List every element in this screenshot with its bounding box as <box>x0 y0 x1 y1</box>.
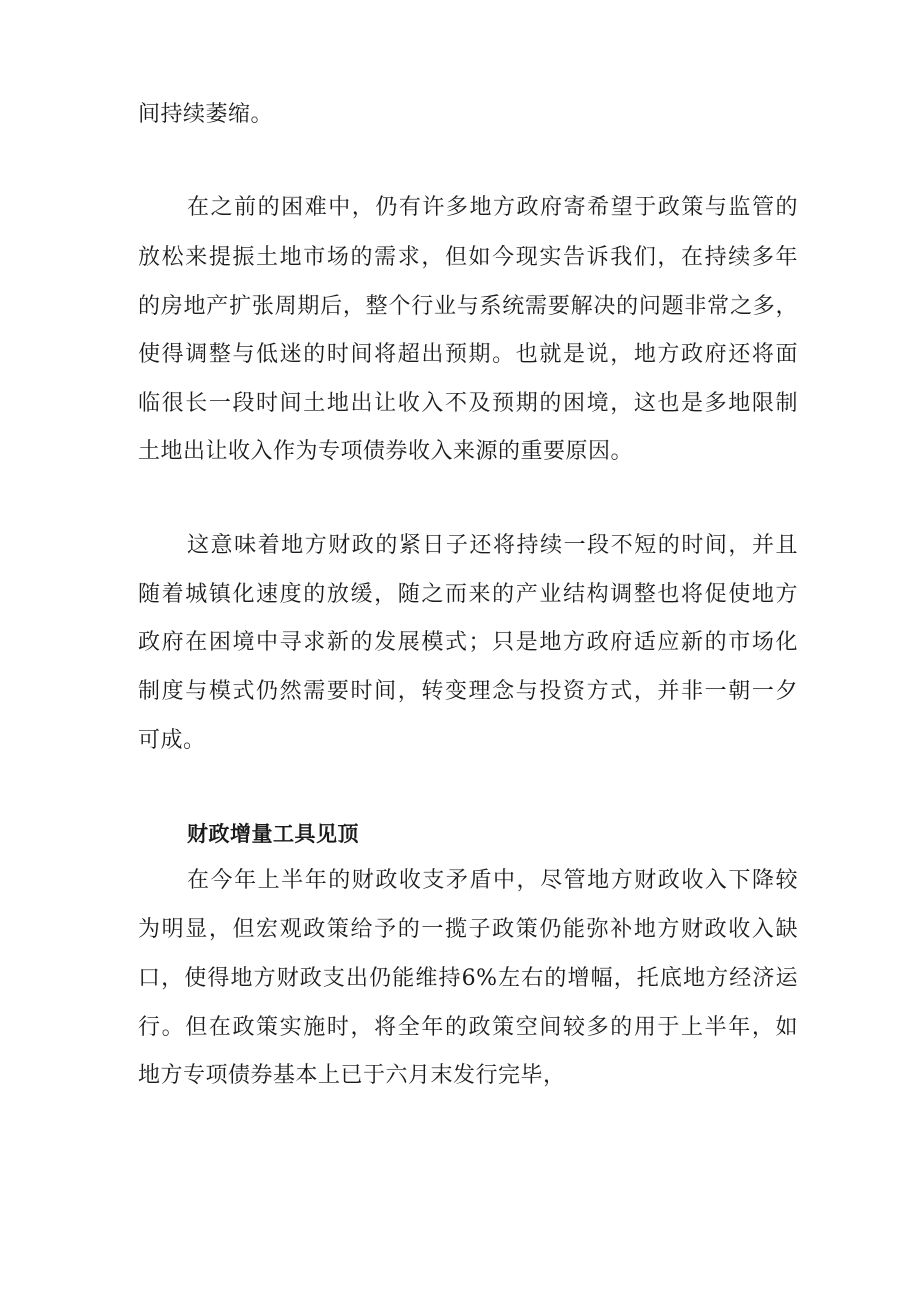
paragraph-3-line-1: 这意味着地方财政的紧日子还将持续一段不短的时间，并且 <box>187 533 798 558</box>
paragraph-4-line-2: 为明显，但宏观政策给予的一揽子政策仍能弥补地方财政收入缺 <box>138 917 798 942</box>
paragraph-3-line-5: 可成。 <box>138 728 206 753</box>
paragraph-2-line-5: 临很长一段时间土地出让收入不及预期的困境，这也是多地限制 <box>138 391 798 416</box>
paragraph-2-line-2: 放松来提振土地市场的需求，但如今现实告诉我们，在持续多年 <box>138 245 798 270</box>
paragraph-2-line-4: 使得调整与低迷的时间将超出预期。也就是说，地方政府还将面 <box>138 342 798 367</box>
paragraph-2-line-3: 的房地产扩张周期后，整个行业与系统需要解决的问题非常之多， <box>138 294 798 319</box>
paragraph-4-line-3: 口，使得地方财政支出仍能维持6%左右的增幅，托底地方经济运 <box>138 966 798 991</box>
paragraph-1-line-1: 间持续萎缩。 <box>138 102 274 127</box>
paragraph-4-line-5: 地方专项债券基本上已于六月末发行完毕， <box>138 1063 566 1088</box>
paragraph-4-line-1: 在今年上半年的财政收支矛盾中，尽管地方财政收入下降较 <box>187 868 798 893</box>
paragraph-2-line-1: 在之前的困难中，仍有许多地方政府寄希望于政策与监管的 <box>187 195 798 220</box>
paragraph-3-line-2: 随着城镇化速度的放缓，随之而来的产业结构调整也将促使地方 <box>138 582 798 607</box>
paragraph-2-line-6: 土地出让收入作为专项债券收入来源的重要原因。 <box>138 439 634 464</box>
paragraph-4-line-4: 行。但在政策实施时，将全年的政策空间较多的用于上半年，如 <box>138 1015 798 1040</box>
section-heading: 财政增量工具见顶 <box>187 821 359 846</box>
paragraph-3-line-3: 政府在困境中寻求新的发展模式；只是地方政府适应新的市场化 <box>138 630 798 655</box>
paragraph-3-line-4: 制度与模式仍然需要时间，转变理念与投资方式，并非一朝一夕 <box>138 679 798 704</box>
